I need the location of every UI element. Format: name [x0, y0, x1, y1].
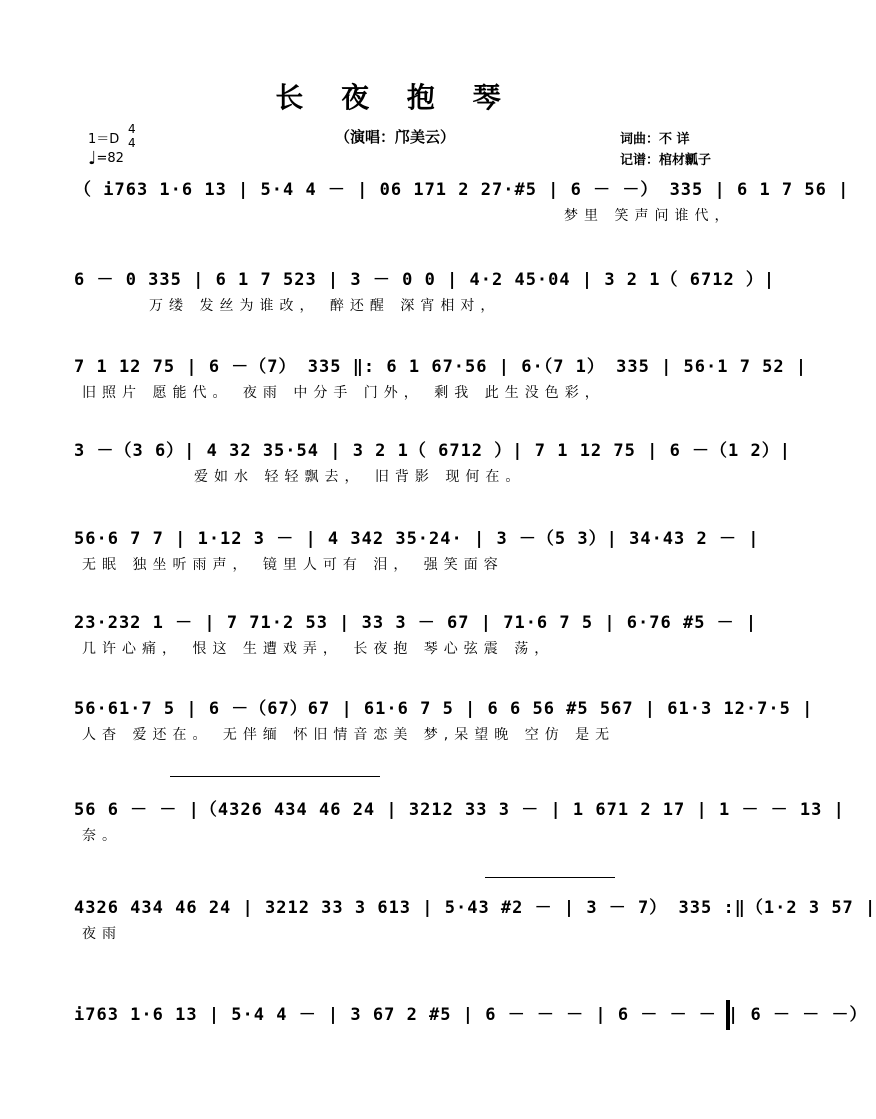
score-line-9	[74, 893, 876, 945]
score-line-10	[74, 1000, 868, 1030]
score-line-1	[74, 175, 850, 227]
score-line-2	[74, 265, 776, 317]
final-barline	[726, 1000, 730, 1030]
tempo-marking	[88, 148, 124, 169]
score-line-3	[74, 352, 808, 404]
lyrics-line: 梦里 笑声问谁代，	[564, 208, 735, 224]
time-signature-top: 4	[128, 122, 136, 136]
notation-line: 56·6 7 7 | 1·12 3 － | 4 342 35·24· | 3 －（5 3）| 34·43 2 － |	[74, 529, 760, 549]
score-line-4	[74, 436, 791, 488]
song-title: 长 夜 抱 琴	[275, 81, 515, 114]
lyricist-credit: 词曲：不 详	[620, 132, 690, 147]
notation-line: i763 1·6 13 | 5·4 4 － | 3 67 2 #5 | 6 － － － | 6 － － － | 6 － － －）	[74, 1005, 868, 1025]
lyrics-line: 万缕 发丝为谁改， 醉还醒 深宵相对，	[149, 298, 501, 314]
singer-credit: （演唱：邝美云）	[334, 128, 455, 146]
time-signature-bottom: 4	[128, 136, 136, 150]
score-line-5	[74, 524, 760, 576]
notation-line: 23·232 1 － | 7 71·2 53 | 33 3 － 67 | 71·6 7 5 | 6·76 #5 － |	[74, 613, 758, 633]
notation-line: （ i763 1·6 13 | 5·4 4 － | 06 171 2 27·#5 | 6 － －） 335 | 6 1 7 56 |	[74, 180, 850, 200]
notation-line: 3 －（3 6）| 4 32 35·54 | 3 2 1（ 6712 ）| 7 1 12 75 | 6 －（1 2）|	[74, 441, 791, 461]
lyrics-line: 旧照片 愿能代。 夜雨 中分手 门外， 剩我 此生没色彩，	[82, 385, 605, 401]
lyrics-line: 夜雨	[82, 926, 122, 942]
lyrics-line: 奈。	[82, 828, 122, 844]
volta-bracket	[170, 776, 380, 777]
key-signature: 1＝D	[88, 132, 120, 147]
transcriber-credit: 记谱：棺材瓤子	[620, 153, 712, 168]
score-line-6	[74, 608, 758, 660]
notation-line: 56 6 － － |（4326 434 46 24 | 3212 33 3 － | 1 671 2 17 | 1 － － 13 |	[74, 800, 845, 820]
volta-bracket	[485, 877, 615, 878]
notation-line: 56·61·7 5 | 6 －（67）67 | 61·6 7 5 | 6 6 56 #5 567 | 61·3 12·7·5 |	[74, 699, 814, 719]
time-signature	[128, 122, 136, 150]
lyrics-line: 几许心痛， 恨这 生遭戏弄， 长夜抱 琴心弦震 荡，	[82, 641, 555, 657]
score-line-7	[74, 694, 814, 746]
lyrics-line: 人杳 爱还在。 无伴缅 怀旧情音恋美 梦,呆望晚 空仿 是无	[82, 727, 616, 743]
notation-line: 6 － 0 335 | 6 1 7 523 | 3 － 0 0 | 4·2 45·04 | 3 2 1（ 6712 ）|	[74, 270, 776, 290]
lyrics-line: 无眠 独坐听雨声， 镜里人可有 泪， 强笑面容	[82, 557, 504, 573]
quarter-note-icon: ♩	[88, 148, 97, 169]
score-line-8	[74, 795, 845, 847]
tempo-value: =82	[96, 151, 124, 166]
notation-line: 7 1 12 75 | 6 －（7） 335 ‖: 6 1 67·56 | 6·（7 1） 335 | 56·1 7 52 |	[74, 357, 808, 377]
notation-line: 4326 434 46 24 | 3212 33 3 613 | 5·43 #2 － | 3 － 7） 335 :‖（1·2 3 57 |	[74, 898, 876, 918]
lyrics-line: 爱如水 轻轻飘去， 旧背影 现何在。	[194, 469, 526, 485]
